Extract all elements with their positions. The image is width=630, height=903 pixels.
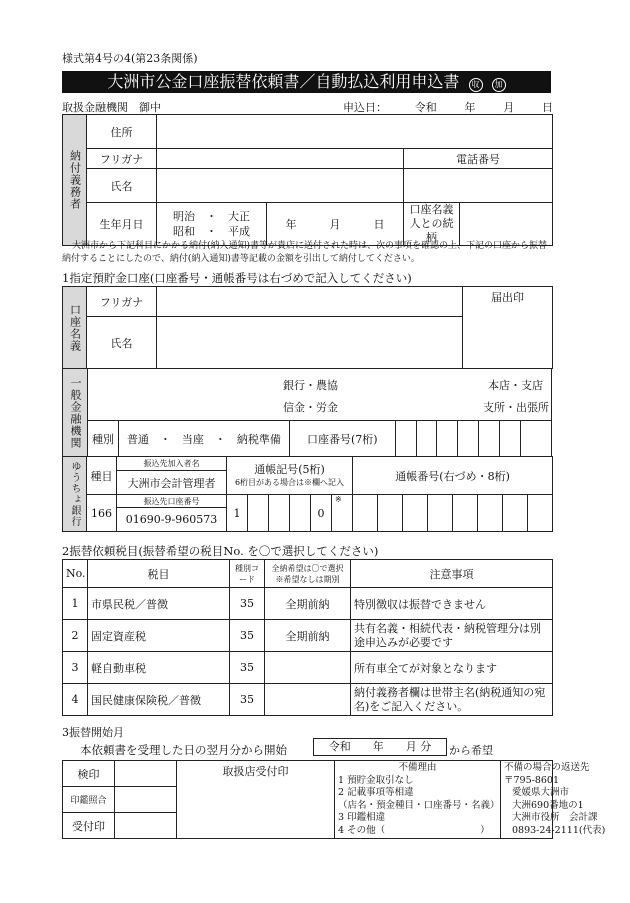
tax-no[interactable]: 1 xyxy=(63,588,88,620)
tax-code: 35 xyxy=(230,652,265,684)
defect-item: 4 その他（ ） xyxy=(338,824,490,836)
return-line: 愛媛県大洲市 xyxy=(512,787,570,798)
tax-full[interactable]: 全期前納 xyxy=(265,588,351,620)
bank-type2: 信金・労金 xyxy=(282,401,338,414)
office-table xyxy=(62,760,606,839)
defect-title: 不備理由 xyxy=(398,762,437,773)
tsucho-digit-6[interactable]: ※ xyxy=(332,495,353,532)
tax-row[interactable] xyxy=(63,652,553,684)
apply-date-year: 年 xyxy=(464,101,476,114)
tax-note: 所有車全てが対象となります xyxy=(351,652,553,684)
form-title-band xyxy=(62,71,551,93)
tsuban-digit-2[interactable] xyxy=(378,495,403,532)
acct-digit-1[interactable] xyxy=(395,421,416,457)
address-field[interactable] xyxy=(157,115,553,149)
branch-type2: 支所・出張所 xyxy=(482,401,549,414)
holder-name-field[interactable] xyxy=(157,317,463,369)
birth-era-line2: 昭和 ・ 平成 xyxy=(173,225,250,238)
tax-row[interactable] xyxy=(63,684,553,716)
tsucho-digit-3[interactable] xyxy=(269,495,290,532)
defect-item: 3 印鑑相違 xyxy=(338,812,386,823)
payer-table xyxy=(62,114,553,246)
tax-note: 特別徴収は振替できません xyxy=(351,588,553,620)
tax-no[interactable]: 4 xyxy=(63,684,88,716)
branch-type1: 本店・支店 xyxy=(487,379,543,392)
defect-item: 1 預貯金取引なし xyxy=(338,774,414,786)
kind-options[interactable]: 普通 ・ 当座 ・ 納税準備 xyxy=(119,421,290,457)
tax-full[interactable] xyxy=(265,684,351,716)
acct-digit-7[interactable] xyxy=(520,421,551,457)
start-tail: から希望 xyxy=(449,744,493,757)
birth-date-field[interactable]: 年 月 日 xyxy=(267,203,404,246)
seal1-box[interactable] xyxy=(115,761,177,787)
dest-value: 01690-9-960573 xyxy=(117,508,227,532)
acct-digit-6[interactable] xyxy=(499,421,520,457)
birth-label: 生年月日 xyxy=(87,203,157,246)
bank-name-field[interactable] xyxy=(87,369,551,421)
acct-digit-3[interactable] xyxy=(437,421,458,457)
return-box xyxy=(501,761,606,839)
tsuban-digit-4[interactable] xyxy=(428,495,453,532)
holder-furigana-field[interactable] xyxy=(157,287,463,317)
defect-item: （店名・預金種目・口座番号・名義） xyxy=(338,799,500,811)
acct-digit-5[interactable] xyxy=(479,421,500,457)
stamp-received: 収 xyxy=(469,78,483,92)
tsuban-label: 通帳番号(右づめ・8桁) xyxy=(353,457,553,495)
return-title: 不備の場合の返送先 xyxy=(504,762,590,773)
tax-row[interactable] xyxy=(63,620,553,652)
form-number: 様式第4号の4(第23条関係) xyxy=(62,52,198,65)
kind-label: 種別 xyxy=(87,421,118,457)
tax-no[interactable]: 2 xyxy=(63,620,88,652)
tax-no[interactable]: 3 xyxy=(63,652,88,684)
tax-code: 35 xyxy=(230,684,265,716)
payee-label: 振込先加入者名 xyxy=(117,457,227,471)
payer-name-label: 氏名 xyxy=(87,169,157,203)
seal3-label: 受付印 xyxy=(63,813,115,839)
apply-date-label: 申込日： xyxy=(343,101,387,114)
section2-heading: 2振替依頼税目(振替希望の税目No. を〇で選択してください) xyxy=(62,544,379,558)
bank-side-label: 一般金融機関 xyxy=(63,369,88,457)
tax-name: 軽自動車税 xyxy=(88,652,230,684)
section1-heading: 1指定預貯金口座(口座番号・通帳番号は右づめで記入してください) xyxy=(62,271,412,285)
payer-furigana-label: フリガナ xyxy=(87,149,157,169)
relation-label: 口座名義人との続柄 xyxy=(404,203,460,246)
post-side-label: ゆうちょ銀行 xyxy=(63,457,87,532)
birth-era-line1: 明治 ・ 大正 xyxy=(173,210,250,223)
tax-header-code: 種別コード xyxy=(230,560,265,588)
post-kind-label: 種目 xyxy=(87,457,117,495)
tsucho-digit-1[interactable]: 1 xyxy=(227,495,248,532)
form-title: 大洲市公金口座振替依頼書／自動払込利用申込書 xyxy=(107,72,460,91)
tax-row[interactable] xyxy=(63,588,553,620)
apply-date-day: 日 xyxy=(542,101,553,114)
holder-table xyxy=(62,286,553,369)
bank-addressee: 取扱金融機関 御中 xyxy=(62,101,161,114)
dest-label: 振込先口座番号 xyxy=(117,495,227,508)
apply-date-month: 月 xyxy=(503,101,515,114)
tsucho-digit-5[interactable]: 0 xyxy=(311,495,332,532)
tax-header-full: 全納希望は〇で選択※希望なしは期別 xyxy=(265,560,351,588)
seal-box[interactable] xyxy=(463,287,553,369)
start-text: 本依頼書を受理した日の翌月分から開始 xyxy=(80,743,287,757)
defect-box xyxy=(335,761,501,839)
address-label: 住所 xyxy=(87,115,157,149)
post-table xyxy=(62,456,553,532)
seal1-label: 検印 xyxy=(63,761,115,787)
branch-stamp-box[interactable] xyxy=(177,761,335,839)
payee-value: 大洲市会計管理者 xyxy=(117,471,227,495)
tsucho-digit-2[interactable] xyxy=(248,495,269,532)
tsucho-note: 6桁目がある場合は※欄へ記入 xyxy=(234,477,345,487)
tax-code: 35 xyxy=(230,588,265,620)
tsucho-label: 通帳記号(5桁) xyxy=(254,462,325,476)
defect-item: 2 記載事項等相違 xyxy=(338,787,414,798)
tax-table xyxy=(62,559,553,716)
acct-label: 口座番号(7桁) xyxy=(289,421,395,457)
tsuban-digit-7[interactable] xyxy=(503,495,528,532)
return-line: 大洲690番地の1 xyxy=(512,799,584,811)
tsuban-digit-1[interactable] xyxy=(353,495,378,532)
payer-side-label: 納付義務者 xyxy=(63,115,87,246)
branch-stamp-label: 取扱店受付印 xyxy=(222,765,289,778)
acct-digit-2[interactable] xyxy=(416,421,437,457)
seal3-box[interactable] xyxy=(115,813,177,839)
tsucho-header xyxy=(227,457,353,495)
post-code: 166 xyxy=(87,495,117,532)
phone-field[interactable] xyxy=(404,169,553,203)
tax-header-note: 注意事項 xyxy=(351,560,553,588)
return-line: 〒795-8601 xyxy=(504,774,560,786)
tax-note: 共有名義・相続代表・納税管理分は別途申込みが必要です xyxy=(351,620,553,652)
tax-full[interactable]: 全期前納 xyxy=(265,620,351,652)
tsuban-digit-6[interactable] xyxy=(478,495,503,532)
stamp-added: 加 xyxy=(492,78,506,92)
holder-side-label: 口座名義 xyxy=(63,287,87,369)
payer-furigana-field[interactable] xyxy=(157,149,404,169)
tax-header-name: 税目 xyxy=(88,560,230,588)
phone-label: 電話番号 xyxy=(404,149,553,169)
start-month-box[interactable]: 令和 年 月 分 xyxy=(313,738,447,756)
section3-heading: 3振替開始月 xyxy=(62,726,124,739)
apply-date-era: 令和 xyxy=(414,101,437,114)
tax-code: 35 xyxy=(230,620,265,652)
bank-table xyxy=(62,368,552,457)
return-line: 0893-24-2111(代表) xyxy=(512,824,606,836)
tsuban-digit-3[interactable] xyxy=(403,495,428,532)
tax-full[interactable] xyxy=(265,652,351,684)
tax-name: 固定資産税 xyxy=(88,620,230,652)
tsuban-digit-5[interactable] xyxy=(453,495,478,532)
tsuban-digit-8[interactable] xyxy=(528,495,553,532)
seal2-box[interactable] xyxy=(115,787,177,813)
payer-name-field[interactable] xyxy=(157,169,404,203)
tax-note: 納付義務者欄は世帯主名(納税通知の宛名)をご記入ください。 xyxy=(351,684,553,716)
notice-text: 大洲市から下記科目にかかる納付(納入通知)書等が貴店に送付された時は、次の事項を確認の上、下記の口座から振替納付することにしたので、納付(納入通知)書等記載の金額を引出して納付してください。 xyxy=(62,241,548,264)
seal2-label: 印鑑照合 xyxy=(63,787,115,813)
acct-digit-4[interactable] xyxy=(458,421,479,457)
holder-name-label: 氏名 xyxy=(87,317,157,369)
tax-name: 国民健康保険税／普徴 xyxy=(88,684,230,716)
apply-date xyxy=(343,99,553,115)
tsucho-digit-4[interactable] xyxy=(290,495,311,532)
bank-type1: 銀行・農協 xyxy=(282,379,338,392)
tax-name: 市県民税／普徴 xyxy=(88,588,230,620)
seal-label: 届出印 xyxy=(491,291,524,304)
tax-header-no: No. xyxy=(63,560,88,588)
holder-furigana-label: フリガナ xyxy=(87,287,157,317)
return-line: 大洲市役所 会計課 xyxy=(512,812,598,823)
